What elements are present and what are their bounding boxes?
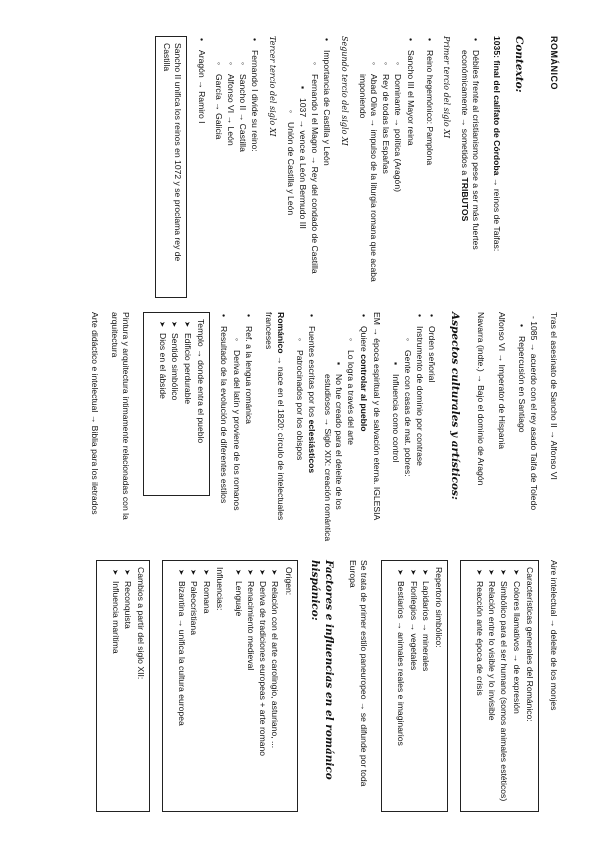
orden-list <box>390 312 438 548</box>
taifas-text: → reinos de Taifas: <box>491 175 502 252</box>
list-item <box>294 312 317 548</box>
quiere-text: Quiere <box>358 326 369 355</box>
romanico-list <box>218 312 255 548</box>
list-item: ➤ Reconquista <box>122 567 133 805</box>
arte-didactico-text: Arte didáctico e intelectual → Biblia para los iletrados <box>89 312 100 515</box>
aire-text: Aire intelectual → deleite de los monjes <box>549 560 559 711</box>
list-item: ◦ Sancho II → Castilla <box>237 60 248 298</box>
cambios-box <box>96 560 151 812</box>
asesinato-text: Tras el asesinato de Sancho II → Alfonso VI <box>549 312 559 480</box>
sancho-sublist <box>357 60 404 298</box>
cambios-caption: Cambios a partir del siglo XII: <box>136 567 147 680</box>
vence-sublist <box>285 108 296 298</box>
list-item <box>459 36 481 298</box>
eclesiasticos-text: eclesiásticos <box>306 419 317 474</box>
list-item: • Resultado de la evolución de diferentes estilos <box>218 312 229 548</box>
list-item: ◦ Patrocinados por los obispos <box>294 336 305 548</box>
fuentes-text: Fuentes escritas por los <box>306 326 317 420</box>
origen-box <box>162 560 298 812</box>
list-item: ➤ Bizantina → unifica la cultura europea <box>176 567 187 805</box>
list-item: ➤ Colores llamativos → de expresión <box>510 567 521 805</box>
primer-estilo-text: Se trata de primer estilo paneuropeo → se difunde por toda Europa <box>348 560 370 787</box>
context-heading: Contexto: <box>513 36 526 93</box>
list-item: • Repercusión en Santiago <box>515 322 526 548</box>
list-item: ➤ Paleocristiana <box>188 567 199 805</box>
column-factores <box>84 560 559 812</box>
list-item <box>390 312 426 548</box>
list-item: ➤ Influencia marítima <box>110 567 121 805</box>
column-context <box>143 36 559 298</box>
quiere-sublist <box>322 336 357 548</box>
list-item: ➤ Sentido simbólico <box>169 319 180 489</box>
em-text: EM → época espiritual y de salvación eterna. IGLESIA <box>371 312 382 521</box>
origen-caption: Origen: <box>283 567 294 596</box>
column-cultural <box>80 312 559 548</box>
factores-heading: Factores e influencias en el románico hispánico: <box>309 560 335 780</box>
caracteristicas-list <box>474 567 522 805</box>
gente-sublist <box>390 360 401 548</box>
influencias-caption: Influencias: <box>214 567 225 611</box>
list-item: ▪ No fue creado para el deleite de los estudiosos → Siglo XIX: creación romántica <box>322 360 344 548</box>
list-item: ◦ Rey de todas las Españas <box>380 60 391 298</box>
ref-text: Ref. a la lengua románica <box>244 326 255 424</box>
list-item: ◦ Abad Oliva → impulso de la liturgia romana que acaba imponiendo <box>357 60 379 298</box>
ref-sublist <box>231 336 242 548</box>
influencias-list <box>176 567 212 805</box>
dash-item: - 1085 → acuerdo con el rey asado Taifa de Toledo <box>528 316 539 511</box>
list-item: ◦ García → Galicia <box>213 60 224 298</box>
list-item: • Orden señorial <box>426 312 437 548</box>
list-item <box>322 312 369 548</box>
subheading-tercer-tercio: Tercer tercio del siglo XI <box>267 36 277 137</box>
cambios-list <box>110 567 133 805</box>
list-item: ➤ Edificio perdurable <box>181 319 192 489</box>
sancho-list <box>357 36 416 298</box>
controlar-text: controlar al pueblo <box>358 354 369 432</box>
list-item: ➤ Simbólico para el ser humano (somos animales estéticos) <box>498 567 509 805</box>
cultural-heading: Aspectos culturales y artísticos: <box>449 312 462 500</box>
list-item: ➤ Lenguaje <box>233 567 244 805</box>
list-item <box>285 84 308 298</box>
alfonso-text: Alfonso VI → Imperator de Hispania <box>497 312 508 450</box>
list-item: ◦ Alfonso VI → León <box>225 60 236 298</box>
list-item <box>231 312 254 548</box>
pintura-text: Pintura y arquitectura íntimamente relacionadas con la arquitectura <box>109 312 132 520</box>
list-item: ◦ Deriva del latín y proviene de los romanos <box>231 336 242 548</box>
list-item: ➤ Deriva de tradiciones europeas + arte romano <box>257 567 268 805</box>
romanico-text <box>263 312 285 548</box>
origen-list <box>233 567 281 805</box>
repertorio-caption: Repertorio simbólico: <box>433 567 444 648</box>
instrumento-text: Instrumento de dominio por contrase <box>415 326 426 466</box>
list-item: ➤ Romana <box>200 567 211 805</box>
caracteristicas-caption: Características generales del Románico: <box>524 567 535 722</box>
list-item: ➤ Bestiarios → animales reales e imaginarios <box>395 567 406 805</box>
castilla-sublist <box>285 60 321 298</box>
romanico-rest: → nace en el 1820: círculo de intelectuales franceses <box>264 312 286 521</box>
list-item <box>285 60 321 298</box>
templo-box <box>143 312 210 496</box>
tercer-tercio-list <box>195 36 260 298</box>
gente-text: Gente con casas de mat. pobres: <box>403 350 414 477</box>
tributos-text: TRIBUTOS <box>460 175 471 222</box>
list-item: ➤ Dios en el ábside <box>157 319 168 489</box>
templo-caption: Templo → donde entra el pueblo <box>195 319 206 444</box>
list-item: ➤ Relación entre lo visible y lo invisible <box>486 567 497 805</box>
caracteristicas-box <box>460 560 539 812</box>
list-item <box>285 36 333 298</box>
sheet-title: ROMÁNICO <box>549 36 559 90</box>
context-intro <box>491 36 502 298</box>
list-item: ➤ Florilegios → vegetales <box>407 567 418 805</box>
list-item: ◦ Dominante → política (Aragón) <box>392 60 403 298</box>
box-text: Sancho II unifica los reinos en 1072 y se proclama rey de Castilla <box>162 43 184 262</box>
repertorio-box <box>381 560 448 812</box>
sancho-unifica-box <box>155 36 187 298</box>
repertorio-list <box>395 567 431 805</box>
fuentes-sublist <box>294 336 305 548</box>
segundo-tercio-list <box>285 36 333 298</box>
list-item: ◦ Unión de Castilla y León <box>285 108 296 298</box>
primer-tercio-list <box>424 36 435 298</box>
fernando-sublist <box>285 84 308 298</box>
fernando-text: Fernando I el Magno → Rey del condado de Castilla <box>310 74 321 274</box>
templo-list <box>157 319 193 489</box>
logra-text: Lo logra a través del arte <box>346 350 357 446</box>
vence-text: 1037 → vence a León Bermudo III <box>298 98 308 229</box>
context-list <box>459 36 481 298</box>
list-item: ▪ Influencia como control <box>390 360 401 548</box>
list-item: ➤ Reacción ante época de crisis <box>474 567 485 805</box>
logra-sublist <box>322 360 344 548</box>
list-item: • Reino hegemónico: Pamplona <box>424 36 435 298</box>
divide-text: Fernando I divide su reino: <box>250 50 261 152</box>
navarra-text: Navarra (indte.) → Bajo el dominio de Aragón <box>476 312 487 486</box>
dash-sublist <box>515 322 526 548</box>
califato-text: 1035: final del califato de Córdoba <box>491 36 502 176</box>
em-list <box>294 312 369 548</box>
list-item <box>357 36 416 298</box>
list-item: ➤ Renacimiento medieval <box>245 567 256 805</box>
list-item <box>213 36 261 298</box>
debiles-text: Débiles frente al cristianismo pese a ser más fuertes económicamente → sometidos a <box>460 50 482 250</box>
list-item <box>390 336 413 548</box>
instrumento-sublist <box>390 336 413 548</box>
list-item: • Aragón → Ramiro I <box>195 36 206 298</box>
list-item: ➤ Lapidarios → minerales <box>420 567 431 805</box>
subheading-segundo-tercio: Segundo tercio del siglo XI <box>339 36 349 146</box>
list-item: ➤ Relación con el arte carolingio, asturiano, ... <box>269 567 280 805</box>
divide-sublist <box>213 60 249 298</box>
list-item <box>322 336 357 548</box>
sancho-text: Sancho III el Mayor reina <box>405 50 416 146</box>
romanico-bold: Románico <box>275 312 286 354</box>
subheading-primer-tercio: Primer tercio del siglo XI <box>442 36 452 139</box>
castilla-text: Importancia de Castilla y León <box>322 50 333 166</box>
